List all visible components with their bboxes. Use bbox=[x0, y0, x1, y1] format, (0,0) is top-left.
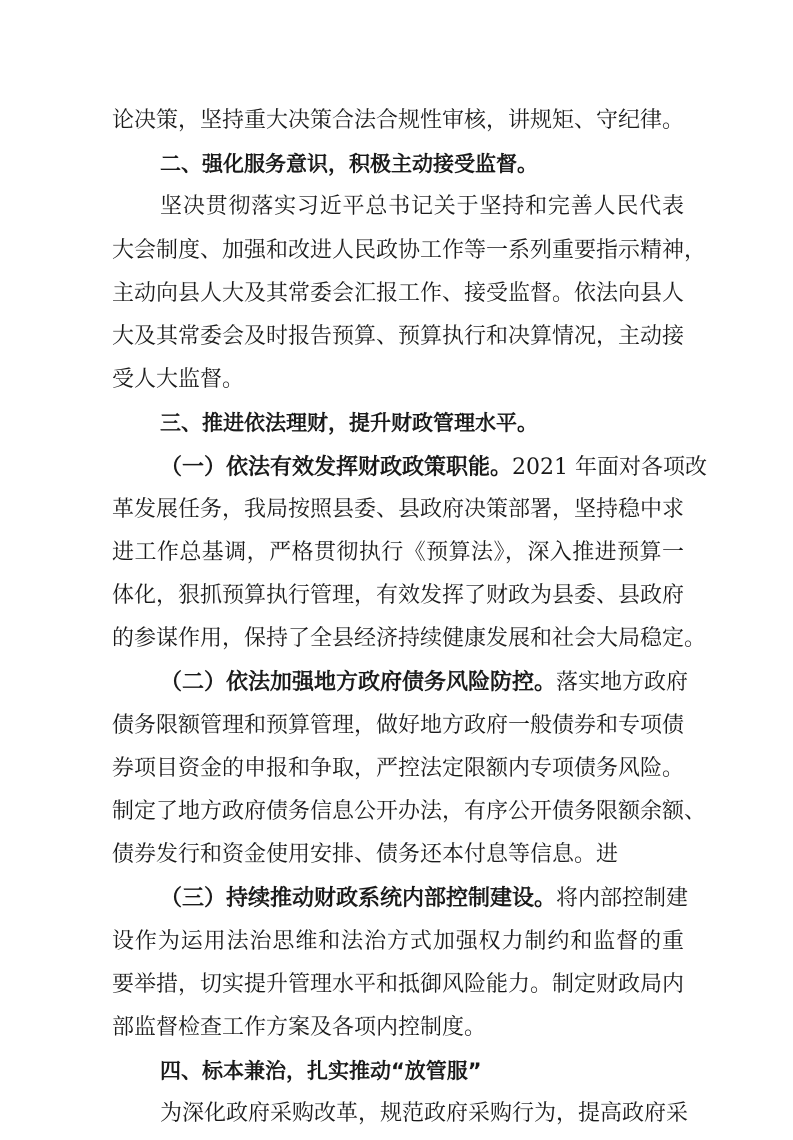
section-heading-3 bbox=[112, 405, 684, 441]
heading-text: 三、推进依法理财，提升财政管理水平。 bbox=[160, 411, 538, 436]
line-text: 债券发行和资金使用安排、债务还本付息等信息。进 bbox=[112, 842, 619, 868]
paragraph-line bbox=[112, 751, 684, 787]
paragraph-line bbox=[112, 967, 684, 1003]
paragraph-line bbox=[112, 189, 684, 225]
line-text: 坚决贯彻落实习近平总书记关于坚持和完善人民代表 bbox=[160, 194, 684, 220]
paragraph-line bbox=[112, 535, 684, 571]
paragraph-line bbox=[112, 794, 707, 830]
line-text: 制定了地方政府债务信息公开办法，有序公开债务限额余额、 bbox=[112, 799, 707, 824]
line-text: 券项目资金的申报和争取，严控法定限额内专项债务风险。 bbox=[112, 755, 685, 781]
line-text: 受人大监督。 bbox=[112, 367, 245, 393]
paragraph-line bbox=[112, 103, 684, 139]
subheading-text: （三）持续推动财政系统内部控制建设。 bbox=[160, 885, 557, 912]
paragraph-line bbox=[112, 924, 684, 960]
line-text: 2021 年面对各项改 bbox=[512, 454, 707, 480]
paragraph-line bbox=[112, 664, 689, 700]
line-text: 落实地方政府 bbox=[556, 670, 689, 696]
line-text: 体化，狠抓预算执行管理，有效发挥了财政为县委、县政府 bbox=[112, 583, 685, 609]
line-text: 要举措，切实提升管理水平和抵御风险能力。制定财政局内 bbox=[112, 971, 685, 997]
line-text: 大会制度、加强和改进人民政协工作等一系列重要指示精神， bbox=[112, 237, 707, 263]
subheading-text: （一）依法有效发挥财政政策职能。 bbox=[160, 453, 513, 480]
paragraph-line bbox=[112, 319, 684, 355]
paragraph-line bbox=[112, 708, 684, 744]
paragraph-line bbox=[112, 578, 684, 614]
line-text: 进工作总基调，严格贯彻执行《预算法》，深入推进预算一 bbox=[112, 539, 684, 565]
line-text: 论决策，坚持重大决策合法合规性审核，讲规矩、守纪律。 bbox=[112, 108, 685, 133]
section-heading-4 bbox=[112, 1053, 684, 1089]
paragraph-line bbox=[112, 1096, 689, 1132]
line-text: 革发展任务，我局按照县委、县政府决策部署，坚持稳中求 bbox=[112, 496, 685, 522]
section-heading-2 bbox=[112, 146, 684, 182]
subheading-text: （二）依法加强地方政府债务风险防控。 bbox=[160, 669, 557, 696]
line-text: 将内部控制建 bbox=[556, 886, 689, 912]
paragraph-line bbox=[112, 837, 684, 873]
line-text: 的参谋作用，保持了全县经济持续健康发展和社会大局稳定。 bbox=[112, 626, 707, 652]
paragraph-line bbox=[112, 233, 707, 269]
paragraph-line bbox=[112, 880, 689, 916]
line-text: 大及其常委会及时报告预算、预算执行和决算情况，主动接 bbox=[112, 323, 685, 349]
document-body bbox=[112, 103, 707, 1140]
paragraph-line bbox=[112, 492, 684, 528]
line-text: 部监督检查工作方案及各项内控制度。 bbox=[112, 1014, 487, 1040]
paragraph-line bbox=[112, 449, 707, 485]
line-text: 设作为运用法治思维和法治方式加强权力制约和监督的重 bbox=[112, 928, 684, 954]
line-text: 债务限额管理和预算管理，做好地方政府一般债券和专项债 bbox=[112, 712, 685, 738]
paragraph-line bbox=[112, 362, 684, 398]
paragraph-line bbox=[112, 621, 707, 657]
line-text: 为深化政府采购改革，规范政府采购行为，提高政府采 bbox=[160, 1101, 689, 1127]
paragraph-line bbox=[112, 276, 684, 312]
paragraph-line bbox=[112, 1010, 684, 1046]
heading-text: 四、标本兼治，扎实推动“放管服” bbox=[160, 1059, 482, 1084]
line-text: 主动向县人大及其常委会汇报工作、接受监督。依法向县人 bbox=[112, 280, 685, 306]
heading-text: 二、强化服务意识，积极主动接受监督。 bbox=[160, 152, 538, 177]
